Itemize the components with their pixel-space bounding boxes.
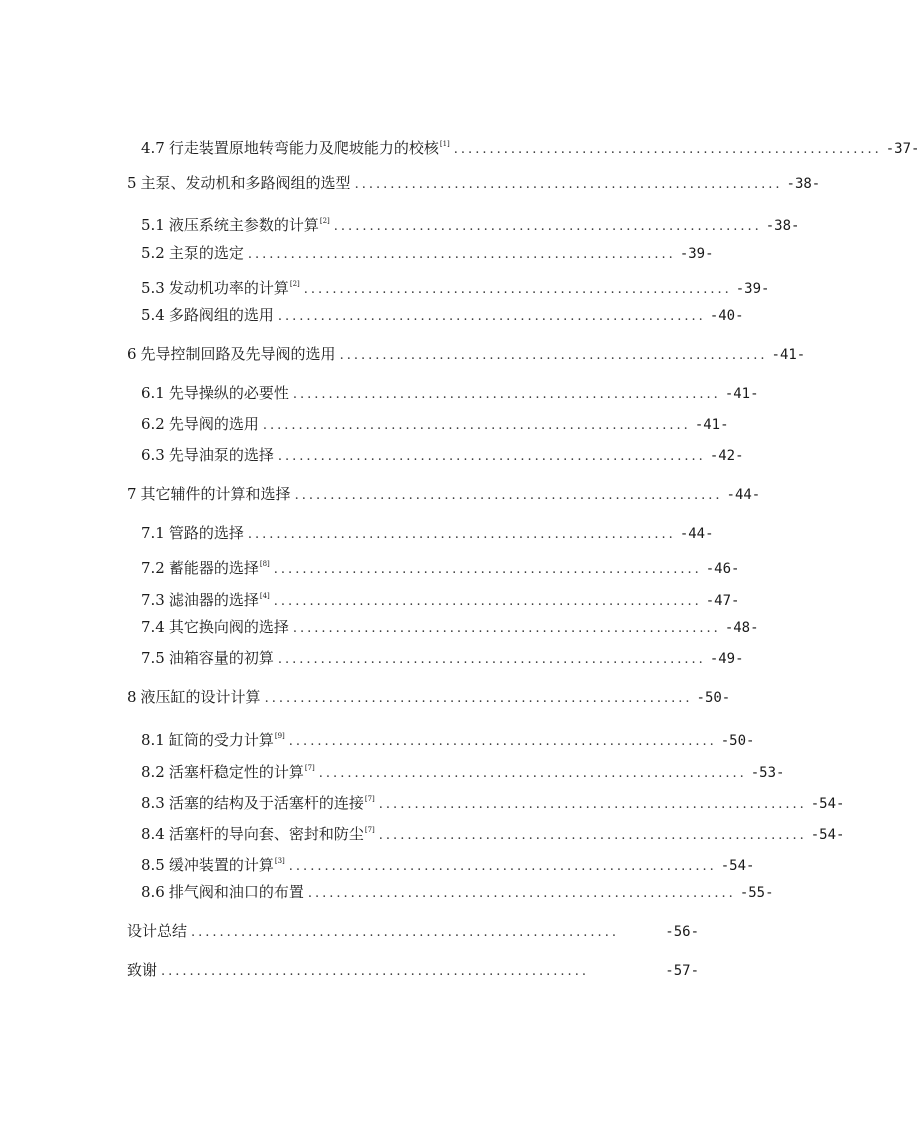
- toc-entry-8-1[interactable]: [141, 726, 755, 749]
- toc-page-number: -41-: [694, 417, 729, 433]
- toc-page-number: -50-: [720, 733, 755, 749]
- toc-entry-8-6[interactable]: [141, 882, 774, 902]
- toc-entry-6-3[interactable]: [141, 445, 744, 465]
- toc-title: 管路的选择: [168, 524, 244, 542]
- dot-leader: ............................................................: [339, 348, 768, 363]
- toc-number: 8: [127, 688, 137, 706]
- toc-title: 排气阀和油口的布置: [168, 883, 304, 901]
- toc-title: 油箱容量的初算: [168, 649, 274, 667]
- dot-leader: ............................................................: [191, 925, 619, 940]
- toc-entry-6-1[interactable]: [141, 383, 759, 403]
- toc-entry-5-4[interactable]: [141, 305, 744, 325]
- toc-page-number: -39-: [735, 281, 770, 297]
- toc-title: 主泵的选定: [168, 244, 244, 262]
- toc-number: 8.5: [141, 856, 165, 874]
- toc-title: 设计总结: [127, 922, 188, 940]
- toc-entry-6-2[interactable]: [141, 414, 729, 434]
- toc-page-number: -40-: [709, 308, 744, 324]
- toc-number: 7.3: [141, 591, 165, 609]
- toc-title: 其它辅件的计算和选择: [140, 485, 291, 503]
- toc-title: 蓄能器的选择: [168, 559, 259, 577]
- toc-title: 其它换向阀的选择: [168, 618, 289, 636]
- citation-ref: [2]: [289, 280, 300, 288]
- toc-page-number: -44-: [726, 487, 761, 503]
- toc-page-number: -56-: [665, 924, 699, 940]
- toc-title: 先导控制回路及先导阀的选用: [140, 345, 336, 363]
- toc-page-number: -48-: [724, 620, 759, 636]
- toc-number: 5.4: [141, 306, 165, 324]
- toc-entry-8-5[interactable]: [141, 851, 755, 874]
- dot-leader: ............................................................: [378, 828, 807, 843]
- toc-title: 先导阀的选用: [168, 415, 259, 433]
- dot-leader: ............................................................: [247, 527, 676, 542]
- toc-title: 发动机功率的计算: [168, 279, 289, 297]
- toc-number: 6.1: [141, 384, 165, 402]
- toc-page-number: -49-: [709, 651, 744, 667]
- toc-page-number: -50-: [696, 690, 731, 706]
- toc-title: 先导油泵的选择: [168, 446, 274, 464]
- toc-number: 7.2: [141, 559, 165, 577]
- toc-number: 8.6: [141, 883, 165, 901]
- toc-entry-7[interactable]: [127, 484, 761, 504]
- toc-entry-8-4[interactable]: [141, 820, 845, 843]
- toc-title: 缸筒的受力计算: [168, 731, 274, 749]
- toc-number: 8.4: [141, 825, 165, 843]
- toc-title: 液压系统主参数的计算: [168, 216, 319, 234]
- toc-page-number: -53-: [750, 765, 785, 781]
- toc-page-number: -38-: [765, 218, 800, 234]
- toc-page-number: -37-: [885, 141, 919, 157]
- dot-leader: ............................................................: [288, 859, 717, 874]
- toc-title: 滤油器的选择: [168, 591, 259, 609]
- toc-entry-6[interactable]: [127, 344, 806, 364]
- toc-page-number: -41-: [771, 347, 806, 363]
- toc-entry-5-2[interactable]: [141, 243, 714, 263]
- dot-leader: ............................................................: [273, 562, 702, 577]
- toc-number: 8.2: [141, 763, 165, 781]
- dot-leader: ............................................................: [277, 652, 706, 667]
- dot-leader: ............................................................: [292, 387, 721, 402]
- toc-title: 液压缸的设计计算: [140, 688, 261, 706]
- dot-leader: ............................................................: [247, 247, 676, 262]
- toc-entry-7-2[interactable]: [141, 554, 740, 577]
- toc-title: 活塞杆的导向套、密封和防尘: [168, 825, 364, 843]
- citation-ref: [3]: [274, 857, 285, 865]
- toc-entry-8-2[interactable]: [141, 758, 785, 781]
- toc-entry-summary[interactable]: [127, 921, 699, 941]
- toc-number: 5: [127, 174, 137, 192]
- dot-leader: ............................................................: [277, 449, 706, 464]
- toc-page-number: -44-: [679, 526, 714, 542]
- toc-page-number: -39-: [679, 246, 714, 262]
- toc-entry-8-3[interactable]: [141, 789, 845, 812]
- toc-title: 活塞的结构及于活塞杆的连接: [168, 794, 364, 812]
- citation-ref: [4]: [259, 592, 270, 600]
- toc-number: 6.3: [141, 446, 165, 464]
- toc-title: 缓冲装置的计算: [168, 856, 274, 874]
- citation-ref: [8]: [259, 560, 270, 568]
- toc-page-number: -54-: [720, 858, 755, 874]
- dot-leader: ............................................................: [262, 418, 691, 433]
- toc-page-number: -38-: [786, 176, 821, 192]
- citation-ref: [7]: [304, 764, 315, 772]
- toc-page-number: -47-: [705, 593, 740, 609]
- toc-page-number: -54-: [810, 796, 845, 812]
- toc-number: 8.3: [141, 794, 165, 812]
- toc-number: 6: [127, 345, 137, 363]
- toc-title: 行走装置原地转弯能力及爬坡能力的校核: [168, 139, 439, 157]
- toc-title: 主泵、发动机和多路阀组的选型: [140, 174, 351, 192]
- toc-number: 5.3: [141, 279, 165, 297]
- dot-leader: ............................................................: [453, 142, 882, 157]
- toc-title: 活塞杆稳定性的计算: [168, 763, 304, 781]
- toc-entry-8[interactable]: [127, 687, 731, 707]
- dot-leader: ............................................................: [303, 282, 732, 297]
- toc-page-number: -46-: [705, 561, 740, 577]
- dot-leader: ............................................................: [294, 488, 723, 503]
- dot-leader: ............................................................: [288, 734, 717, 749]
- toc-entry-7-4[interactable]: [141, 617, 759, 637]
- toc-number: 7: [127, 485, 137, 503]
- toc-entry-5-1[interactable]: [141, 211, 800, 234]
- toc-entry-7-1[interactable]: [141, 523, 714, 543]
- toc-entry-4-7[interactable]: [141, 134, 919, 157]
- toc-number: 7.1: [141, 524, 165, 542]
- dot-leader: ............................................................: [318, 766, 747, 781]
- toc-number: 4.7: [141, 139, 165, 157]
- toc-number: 6.2: [141, 415, 165, 433]
- dot-leader: ............................................................: [292, 621, 721, 636]
- toc-page-number: -54-: [810, 827, 845, 843]
- citation-ref: [7]: [364, 795, 375, 803]
- toc-number: 7.4: [141, 618, 165, 636]
- toc-title: 先导操纵的必要性: [168, 384, 289, 402]
- toc-entry-7-3[interactable]: [141, 586, 740, 609]
- toc-number: 7.5: [141, 649, 165, 667]
- toc-page-number: -41-: [724, 386, 759, 402]
- dot-leader: ............................................................: [378, 797, 807, 812]
- citation-ref: [9]: [274, 732, 285, 740]
- citation-ref: [2]: [319, 217, 330, 225]
- toc-page-number: -55-: [739, 885, 774, 901]
- toc-entry-acknowledgements[interactable]: [127, 960, 699, 980]
- toc-page-number: -57-: [665, 963, 699, 979]
- citation-ref: [7]: [364, 826, 375, 834]
- toc-entry-5[interactable]: [127, 173, 821, 193]
- toc-entry-5-3[interactable]: [141, 274, 770, 297]
- dot-leader: ............................................................: [273, 594, 702, 609]
- toc-number: 8.1: [141, 731, 165, 749]
- dot-leader: ............................................................: [354, 177, 783, 192]
- toc-number: 5.1: [141, 216, 165, 234]
- citation-ref: [1]: [439, 140, 450, 148]
- toc-title: 致谢: [127, 961, 158, 979]
- dot-leader: ............................................................: [307, 886, 736, 901]
- toc-page-number: -42-: [709, 448, 744, 464]
- dot-leader: ............................................................: [264, 691, 693, 706]
- dot-leader: ............................................................: [333, 219, 762, 234]
- toc-entry-7-5[interactable]: [141, 648, 744, 668]
- dot-leader: ............................................................: [161, 964, 589, 979]
- dot-leader: ............................................................: [277, 309, 706, 324]
- toc-title: 多路阀组的选用: [168, 306, 274, 324]
- toc-number: 5.2: [141, 244, 165, 262]
